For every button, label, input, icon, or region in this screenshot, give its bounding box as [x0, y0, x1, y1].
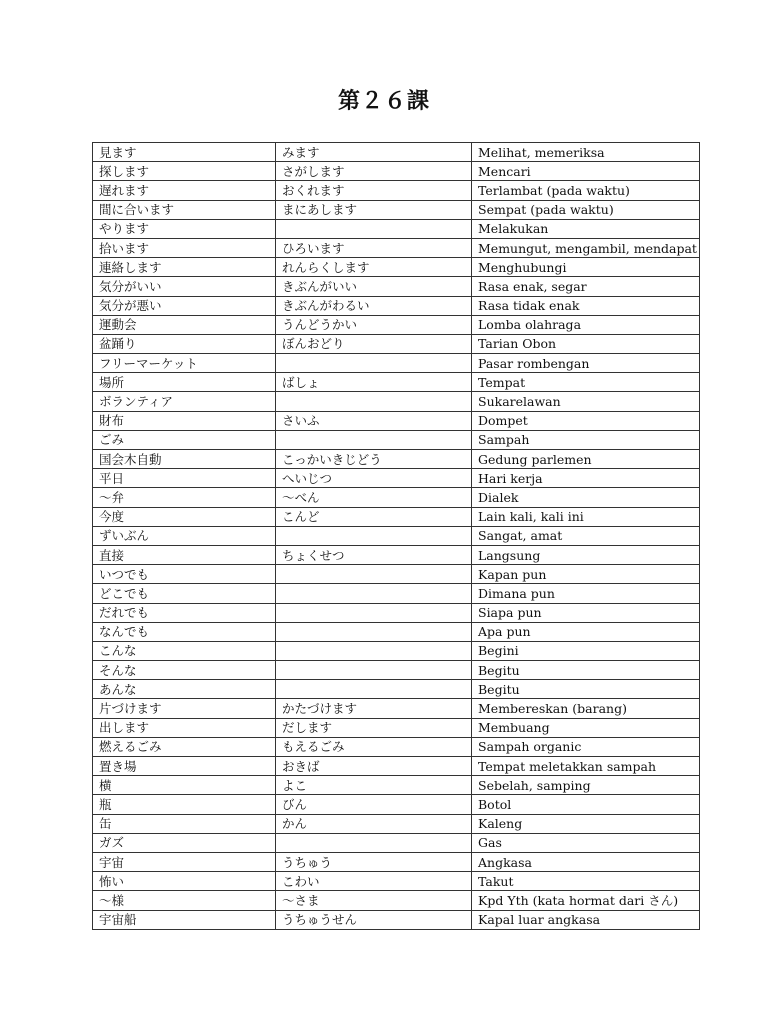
- meaning-cell: Botol: [472, 795, 700, 814]
- kanji-cell: 怖い: [93, 872, 276, 891]
- kanji-cell: 横: [93, 776, 276, 795]
- table-row: [93, 641, 700, 660]
- reading-cell: [276, 392, 472, 411]
- kanji-cell: 場所: [93, 373, 276, 392]
- reading-cell: ばしょ: [276, 373, 472, 392]
- kanji-cell: 出します: [93, 718, 276, 737]
- reading-cell: きぶんがわるい: [276, 296, 472, 315]
- reading-cell: [276, 430, 472, 449]
- meaning-cell: Begitu: [472, 661, 700, 680]
- table-row: [93, 296, 700, 315]
- meaning-cell: Kaleng: [472, 814, 700, 833]
- kanji-cell: 探します: [93, 162, 276, 181]
- meaning-cell: Sampah organic: [472, 737, 700, 756]
- meaning-cell: Membuang: [472, 718, 700, 737]
- table-row: [93, 277, 700, 296]
- kanji-cell: 缶: [93, 814, 276, 833]
- kanji-cell: 拾います: [93, 238, 276, 257]
- table-row: [93, 200, 700, 219]
- table-row: [93, 622, 700, 641]
- table-row: [93, 430, 700, 449]
- meaning-cell: Tempat: [472, 373, 700, 392]
- table-row: [93, 737, 700, 756]
- reading-cell: ～さま: [276, 891, 472, 910]
- kanji-cell: どこでも: [93, 584, 276, 603]
- reading-cell: うちゅう: [276, 852, 472, 871]
- table-row: [93, 162, 700, 181]
- vocabulary-table-body: [93, 143, 700, 930]
- reading-cell: こっかいきじどう: [276, 450, 472, 469]
- table-row: [93, 219, 700, 238]
- table-row: [93, 411, 700, 430]
- reading-cell: かん: [276, 814, 472, 833]
- meaning-cell: Rasa enak, segar: [472, 277, 700, 296]
- kanji-cell: いつでも: [93, 565, 276, 584]
- table-row: [93, 833, 700, 852]
- reading-cell: もえるごみ: [276, 737, 472, 756]
- kanji-cell: やります: [93, 219, 276, 238]
- meaning-cell: Melihat, memeriksa: [472, 143, 700, 162]
- table-row: [93, 795, 700, 814]
- table-row: [93, 699, 700, 718]
- table-row: [93, 545, 700, 564]
- kanji-cell: フリーマーケット: [93, 354, 276, 373]
- meaning-cell: Pasar rombengan: [472, 354, 700, 373]
- table-row: [93, 258, 700, 277]
- table-row: [93, 181, 700, 200]
- vocabulary-table: [92, 142, 700, 930]
- kanji-cell: 気分が悪い: [93, 296, 276, 315]
- meaning-cell: Kapan pun: [472, 565, 700, 584]
- meaning-cell: Sebelah, samping: [472, 776, 700, 795]
- reading-cell: [276, 354, 472, 373]
- reading-cell: おきば: [276, 757, 472, 776]
- table-row: [93, 315, 700, 334]
- table-row: [93, 469, 700, 488]
- table-row: [93, 526, 700, 545]
- table-row: [93, 238, 700, 257]
- reading-cell: みます: [276, 143, 472, 162]
- table-row: [93, 584, 700, 603]
- meaning-cell: Terlambat (pada waktu): [472, 181, 700, 200]
- meaning-cell: Tempat meletakkan sampah: [472, 757, 700, 776]
- reading-cell: へいじつ: [276, 469, 472, 488]
- reading-cell: [276, 526, 472, 545]
- table-row: [93, 661, 700, 680]
- meaning-cell: Lain kali, kali ini: [472, 507, 700, 526]
- meaning-cell: Gedung parlemen: [472, 450, 700, 469]
- kanji-cell: なんでも: [93, 622, 276, 641]
- meaning-cell: Sukarelawan: [472, 392, 700, 411]
- reading-cell: まにあします: [276, 200, 472, 219]
- reading-cell: [276, 584, 472, 603]
- reading-cell: よこ: [276, 776, 472, 795]
- meaning-cell: Memungut, mengambil, mendapat: [472, 238, 700, 257]
- meaning-cell: Begini: [472, 641, 700, 660]
- kanji-cell: 国会木自動: [93, 450, 276, 469]
- table-row: [93, 143, 700, 162]
- meaning-cell: Dompet: [472, 411, 700, 430]
- table-row: [93, 776, 700, 795]
- meaning-cell: Langsung: [472, 545, 700, 564]
- table-row: [93, 718, 700, 737]
- reading-cell: さがします: [276, 162, 472, 181]
- meaning-cell: Apa pun: [472, 622, 700, 641]
- kanji-cell: ごみ: [93, 430, 276, 449]
- table-row: [93, 872, 700, 891]
- kanji-cell: 宇宙: [93, 852, 276, 871]
- meaning-cell: Kapal luar angkasa: [472, 910, 700, 929]
- meaning-cell: Lomba olahraga: [472, 315, 700, 334]
- table-row: [93, 565, 700, 584]
- reading-cell: [276, 641, 472, 660]
- meaning-cell: Dimana pun: [472, 584, 700, 603]
- kanji-cell: 運動会: [93, 315, 276, 334]
- meaning-cell: Sangat, amat: [472, 526, 700, 545]
- meaning-cell: Sempat (pada waktu): [472, 200, 700, 219]
- kanji-cell: あんな: [93, 680, 276, 699]
- meaning-cell: Gas: [472, 833, 700, 852]
- kanji-cell: ずいぶん: [93, 526, 276, 545]
- kanji-cell: だれでも: [93, 603, 276, 622]
- page-title: 第２６課: [337, 88, 430, 114]
- table-row: [93, 814, 700, 833]
- table-row: [93, 680, 700, 699]
- reading-cell: うちゅうせん: [276, 910, 472, 929]
- kanji-cell: ～弁: [93, 488, 276, 507]
- reading-cell: こわい: [276, 872, 472, 891]
- table-row: [93, 392, 700, 411]
- kanji-cell: こんな: [93, 641, 276, 660]
- kanji-cell: 片づけます: [93, 699, 276, 718]
- meaning-cell: Dialek: [472, 488, 700, 507]
- reading-cell: うんどうかい: [276, 315, 472, 334]
- kanji-cell: ～様: [93, 891, 276, 910]
- kanji-cell: 間に合います: [93, 200, 276, 219]
- meaning-cell: Mencari: [472, 162, 700, 181]
- reading-cell: だします: [276, 718, 472, 737]
- meaning-cell: Kpd Yth (kata hormat dari さん): [472, 891, 700, 910]
- reading-cell: ひろいます: [276, 238, 472, 257]
- reading-cell: ～べん: [276, 488, 472, 507]
- reading-cell: びん: [276, 795, 472, 814]
- table-row: [93, 450, 700, 469]
- kanji-cell: 気分がいい: [93, 277, 276, 296]
- meaning-cell: Membereskan (barang): [472, 699, 700, 718]
- reading-cell: こんど: [276, 507, 472, 526]
- kanji-cell: 見ます: [93, 143, 276, 162]
- reading-cell: [276, 565, 472, 584]
- meaning-cell: Siapa pun: [472, 603, 700, 622]
- reading-cell: ぼんおどり: [276, 334, 472, 353]
- kanji-cell: 置き場: [93, 757, 276, 776]
- meaning-cell: Rasa tidak enak: [472, 296, 700, 315]
- kanji-cell: ボランティア: [93, 392, 276, 411]
- meaning-cell: Menghubungi: [472, 258, 700, 277]
- kanji-cell: そんな: [93, 661, 276, 680]
- reading-cell: [276, 680, 472, 699]
- table-row: [93, 334, 700, 353]
- reading-cell: さいふ: [276, 411, 472, 430]
- reading-cell: れんらくします: [276, 258, 472, 277]
- table-row: [93, 852, 700, 871]
- kanji-cell: 平日: [93, 469, 276, 488]
- reading-cell: [276, 622, 472, 641]
- reading-cell: [276, 833, 472, 852]
- reading-cell: ちょくせつ: [276, 545, 472, 564]
- meaning-cell: Sampah: [472, 430, 700, 449]
- reading-cell: [276, 661, 472, 680]
- reading-cell: [276, 603, 472, 622]
- table-row: [93, 891, 700, 910]
- meaning-cell: Begitu: [472, 680, 700, 699]
- kanji-cell: 盆踊り: [93, 334, 276, 353]
- meaning-cell: Takut: [472, 872, 700, 891]
- meaning-cell: Melakukan: [472, 219, 700, 238]
- table-row: [93, 354, 700, 373]
- reading-cell: [276, 219, 472, 238]
- meaning-cell: Angkasa: [472, 852, 700, 871]
- table-row: [93, 757, 700, 776]
- table-row: [93, 910, 700, 929]
- table-row: [93, 603, 700, 622]
- reading-cell: かたづけます: [276, 699, 472, 718]
- meaning-cell: Hari kerja: [472, 469, 700, 488]
- kanji-cell: 遅れます: [93, 181, 276, 200]
- kanji-cell: 財布: [93, 411, 276, 430]
- table-row: [93, 507, 700, 526]
- kanji-cell: 連絡します: [93, 258, 276, 277]
- reading-cell: おくれます: [276, 181, 472, 200]
- kanji-cell: 宇宙船: [93, 910, 276, 929]
- kanji-cell: 瓶: [93, 795, 276, 814]
- table-row: [93, 488, 700, 507]
- reading-cell: きぶんがいい: [276, 277, 472, 296]
- kanji-cell: ガズ: [93, 833, 276, 852]
- kanji-cell: 今度: [93, 507, 276, 526]
- meaning-cell: Tarian Obon: [472, 334, 700, 353]
- kanji-cell: 直接: [93, 545, 276, 564]
- table-row: [93, 373, 700, 392]
- kanji-cell: 燃えるごみ: [93, 737, 276, 756]
